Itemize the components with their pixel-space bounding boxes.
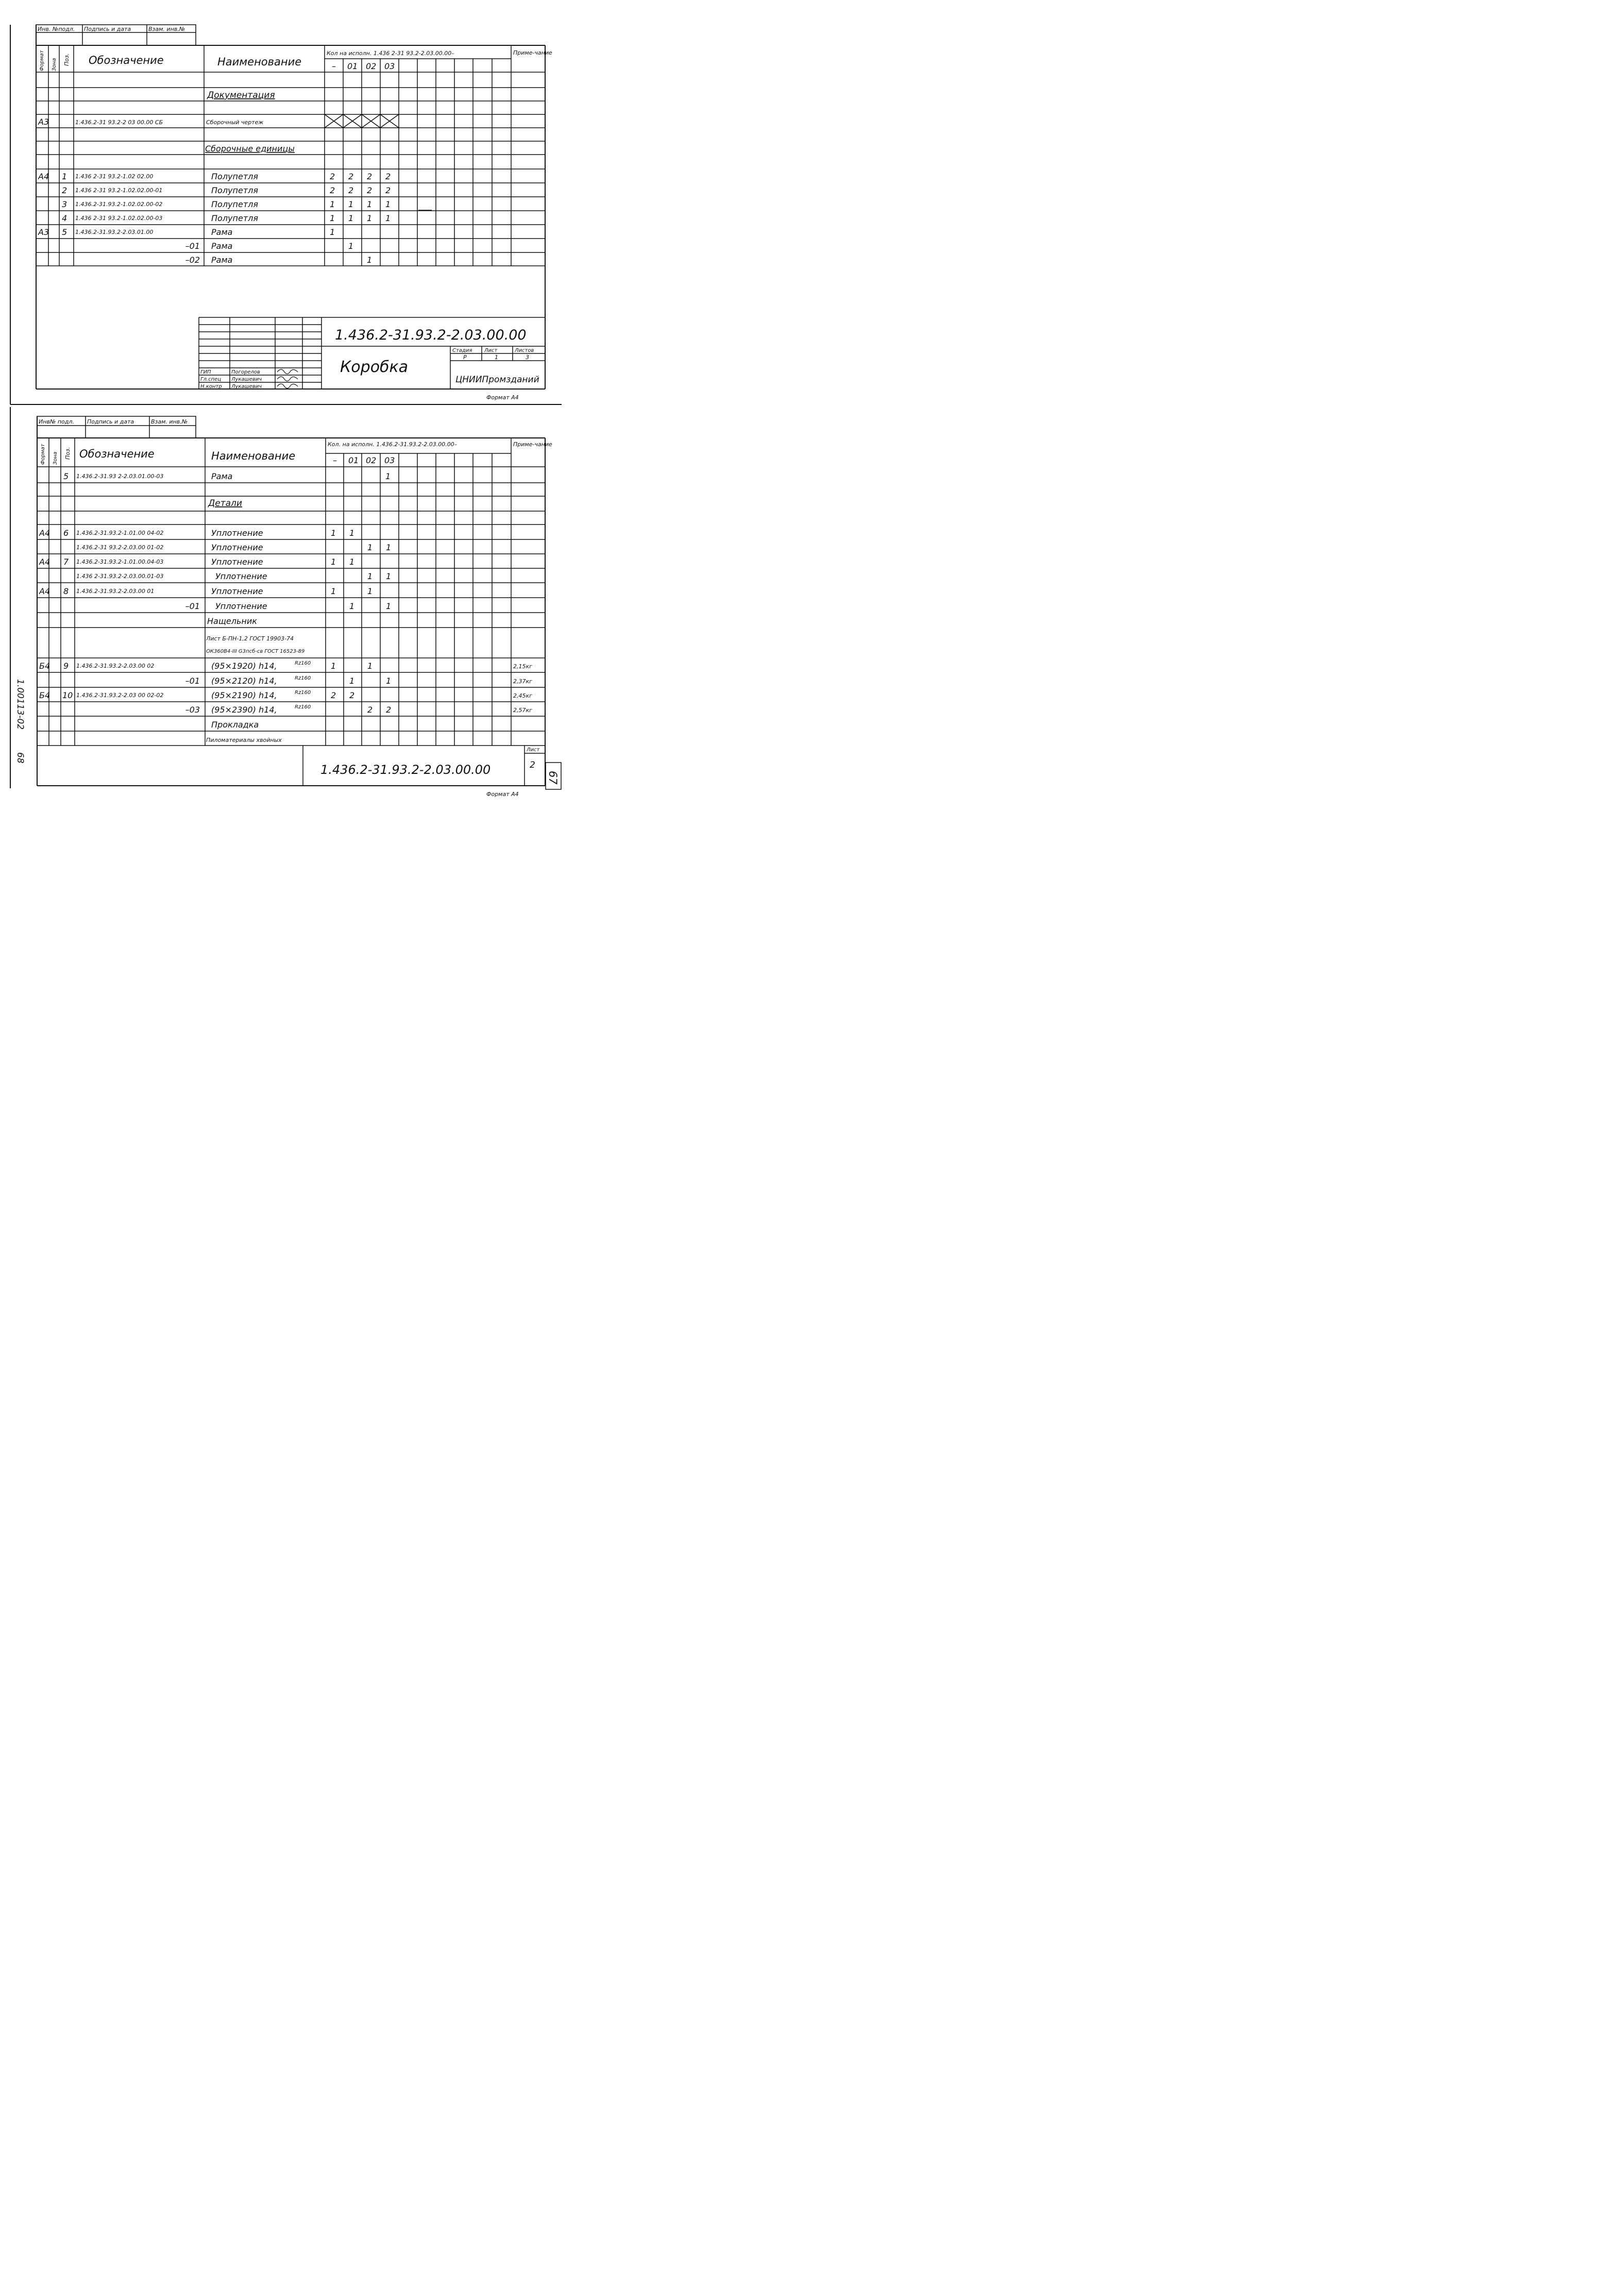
row-position: 3 (62, 199, 67, 209)
row-name: Рама (211, 471, 233, 481)
row-qty: 1 (349, 528, 355, 538)
row-qty: 1 (367, 213, 373, 223)
title-block-sheet: 1 (495, 354, 498, 361)
page-number: 67 (547, 771, 559, 785)
stamp-replaces-inv: Взам. инв.№ (151, 418, 188, 425)
signature-scribbles (277, 369, 298, 388)
sheet-1-drawing-crosses (325, 114, 432, 210)
row-qty: 2 (367, 172, 373, 181)
stamp-inv-number: Инв. №подл. (38, 26, 75, 32)
title-block-code: 1.436.2-31.93.2-2.03.00.00 (335, 327, 527, 343)
person-name: Лукашевич (231, 377, 262, 382)
row-name: (95×2390) h14, (211, 705, 277, 715)
row-qty: 1 (330, 199, 335, 209)
row-qty: 1 (349, 601, 355, 611)
person-name: Лукашевич (231, 384, 262, 390)
row-designation: 1.436.2-31 93.2-2.03.00 01-02 (76, 544, 164, 551)
row-qty: 1 (331, 528, 336, 538)
row-qty: 1 (331, 661, 336, 671)
header-variant: 03 (384, 61, 395, 71)
row-qty: 1 (367, 255, 373, 265)
row-qty: 1 (367, 586, 373, 596)
stamp-signature-date: Подпись и дата (87, 418, 134, 425)
sheet-1-rows (38, 117, 391, 265)
row-qty: 1 (385, 199, 391, 209)
drawing-page (0, 0, 571, 803)
row-qty: 1 (348, 241, 354, 251)
row-position: 5 (63, 471, 69, 481)
row-name: Полупетля (211, 199, 258, 209)
row-qty: 1 (385, 471, 391, 481)
row-qty: 1 (385, 213, 391, 223)
title-block-sheets-header: Листов (515, 348, 534, 353)
row-designation: 1.436 2-31 93.2-1.02.02.00-03 (75, 215, 163, 222)
row-qty: 1 (349, 676, 355, 686)
row-designation: 1.436 2-31 93.2-1.02 02.00 (75, 173, 154, 180)
title-block-sheet-header: Лист (484, 348, 498, 353)
row-designation: 1.436.2-31.93.2-2.03.00 02 (76, 663, 155, 669)
row-designation: –01 (185, 601, 200, 611)
row-note: 2,15кг (513, 663, 532, 670)
row-qty: 2 (367, 185, 373, 195)
title-block-title: Коробка (340, 358, 409, 376)
row-designation: 1.436.2-31.93.2-1.01.00 04-02 (76, 530, 164, 536)
header-zone: Зона (53, 451, 58, 465)
row-position: 5 (62, 227, 67, 237)
header-variant: 02 (366, 61, 377, 71)
section-documentation: Документация (207, 90, 275, 100)
row-name: Лист Б-ПН-1,2 ГОСТ 19903-74 (206, 635, 294, 642)
header-variant: 02 (366, 455, 377, 465)
sheet-2-code: 1.436.2-31.93.2-2.03.00.00 (320, 763, 491, 777)
row-qty: 1 (367, 543, 373, 552)
row-designation: 1.436.2-31.93.2-2.03.01.00 (75, 229, 154, 235)
row-name: Уплотнение (215, 571, 267, 581)
row-designation: –01 (185, 241, 200, 251)
row-qty: 1 (367, 199, 373, 209)
row-qty: 2 (367, 705, 373, 715)
row-qty: 1 (348, 213, 354, 223)
stamp-replaces-inv: Взам. инв.№ (148, 26, 185, 32)
row-name: ОК360В4-III G3псб-св ГОСТ 16523-89 (206, 649, 305, 654)
stamp-inv-number: Инв№ подл. (39, 418, 74, 425)
title-block-stage: Р (463, 354, 467, 361)
row-name: Уплотнение (211, 528, 263, 538)
header-position: Поз. (64, 447, 71, 460)
title-block-organization: ЦНИИПромзданий (455, 375, 539, 385)
header-format: Формат (39, 50, 45, 71)
row-designation: 1.436.2-31.93.2-2.03.00 01 (76, 588, 155, 595)
roughness-mark: Rz160 (295, 704, 311, 710)
row-format: А4 (39, 528, 50, 538)
row-qty: 2 (348, 172, 354, 181)
title-block-stage-header: Стадия (452, 348, 472, 353)
header-variant: 03 (384, 455, 395, 465)
format-label: Формат А4 (486, 791, 519, 798)
row-qty: 1 (367, 661, 373, 671)
row-qty: 1 (331, 586, 336, 596)
row-name: Сборочный чертеж (206, 119, 264, 126)
row-designation: 1.436.2-31.93 2-2.03.01.00-03 (76, 473, 164, 480)
header-designation: Обозначение (89, 54, 164, 66)
row-position: 1 (62, 172, 67, 181)
row-qty: 1 (349, 557, 355, 567)
row-name: Уплотнение (215, 601, 267, 611)
row-designation: –01 (185, 676, 200, 686)
header-qty: Кол на исполн. 1.436 2-31 93.2-2.03.00.00– (327, 50, 454, 57)
header-designation: Обозначение (79, 448, 155, 460)
person-name: Погорелов (231, 369, 260, 375)
row-qty: 1 (367, 571, 373, 581)
row-format: Б4 (39, 690, 50, 700)
row-format: А4 (39, 557, 50, 567)
row-qty: 1 (348, 199, 354, 209)
header-note: Приме-чание (513, 49, 552, 56)
archive-number: 1.00113-02 (15, 679, 25, 730)
row-format: А3 (38, 227, 49, 237)
role-label: Н.контр (200, 384, 222, 390)
row-qty: 2 (386, 705, 392, 715)
row-name: Прокладка (211, 720, 259, 730)
row-name: Нащельник (207, 616, 257, 626)
row-qty: 2 (385, 172, 391, 181)
sheet-2-sheet-header: Лист (527, 747, 540, 753)
row-qty: 1 (386, 601, 392, 611)
row-position: 8 (63, 586, 69, 596)
row-designation: 1.436.2-31.93.2-2.03 00 02-02 (76, 692, 164, 699)
row-note: 2,37кг (513, 678, 532, 685)
row-qty: 1 (386, 676, 392, 686)
format-label: Формат А4 (486, 394, 519, 401)
row-format: А4 (39, 586, 50, 596)
row-position: 9 (63, 661, 69, 671)
row-position: 4 (62, 213, 67, 223)
section-assembly-units: Сборочные единицы (205, 144, 295, 154)
row-qty: 2 (330, 185, 335, 195)
title-block-sheets: 3 (526, 354, 529, 361)
row-qty: 2 (349, 690, 355, 700)
row-qty: 2 (331, 690, 336, 700)
header-qty: Кол. на исполн. 1.436.2-31.93.2-2.03.00.00– (328, 441, 458, 448)
row-position: 2 (62, 185, 67, 195)
row-qty: 1 (330, 213, 335, 223)
row-designation: 1.436.2-31.93.2-1.02.02.00-02 (75, 201, 163, 208)
specification-sheets (0, 0, 571, 803)
header-note: Приме-чание (513, 441, 552, 448)
row-designation: 1.436 2-31.93.2-2.03.00.01-03 (76, 573, 164, 580)
row-name: Уплотнение (211, 543, 263, 552)
row-qty: 1 (330, 227, 335, 237)
row-name: Уплотнение (211, 586, 263, 596)
row-name: Полупетля (211, 185, 258, 195)
role-label: ГИП (200, 369, 211, 375)
row-name: Уплотнение (211, 557, 263, 567)
section-parts: Детали (208, 498, 242, 509)
roughness-mark: Rz160 (295, 690, 311, 696)
row-name: (95×2190) h14, (211, 690, 277, 700)
row-designation: 1.436.2-31.93.2-1.01.00.04-03 (76, 559, 164, 565)
row-name: (95×1920) h14, (211, 661, 277, 671)
row-note: 2,57кг (513, 707, 532, 714)
page-low-number: 68 (15, 752, 25, 764)
row-name: Рама (211, 227, 233, 237)
header-name: Наименование (211, 450, 296, 462)
row-name: (95×2120) h14, (211, 676, 277, 686)
role-label: Гл.спец (200, 377, 222, 382)
sheet-2-sheet-number: 2 (530, 760, 535, 770)
header-variant: 01 (348, 455, 359, 465)
row-name: Пиломатериалы хвойных (206, 737, 282, 743)
sheet-2-rows (39, 471, 532, 743)
row-designation: 1.436 2-31 93.2-1.02.02.00-01 (75, 187, 163, 194)
row-note: 2,45кг (513, 692, 532, 699)
row-position: 6 (63, 528, 69, 538)
row-qty: 1 (386, 571, 392, 581)
header-position: Поз. (63, 53, 70, 66)
row-designation: 1.436.2-31 93.2-2 03 00.00 СБ (75, 119, 163, 126)
row-format: Б4 (39, 661, 50, 671)
row-qty: 2 (385, 185, 391, 195)
row-qty: 2 (348, 185, 354, 195)
header-variant: – (333, 455, 337, 465)
roughness-mark: Rz160 (295, 675, 311, 681)
row-position: 7 (63, 557, 69, 567)
row-qty: 2 (330, 172, 335, 181)
row-name: Рама (211, 255, 233, 265)
header-zone: Зона (52, 58, 57, 71)
row-name: Полупетля (211, 172, 258, 181)
row-designation: –03 (185, 705, 200, 715)
row-designation: –02 (185, 255, 200, 265)
header-variant: 01 (347, 61, 358, 71)
row-name: Полупетля (211, 213, 258, 223)
roughness-mark: Rz160 (295, 661, 311, 666)
row-name: Рама (211, 241, 233, 251)
row-qty: 1 (331, 557, 336, 567)
row-qty: 1 (386, 543, 392, 552)
stamp-signature-date: Подпись и дата (84, 26, 131, 32)
row-format: А3 (38, 117, 49, 127)
header-format: Формат (40, 444, 46, 465)
header-variant: – (332, 61, 336, 71)
row-format: А4 (38, 172, 49, 181)
header-name: Наименование (217, 56, 302, 68)
row-position: 10 (62, 690, 73, 700)
